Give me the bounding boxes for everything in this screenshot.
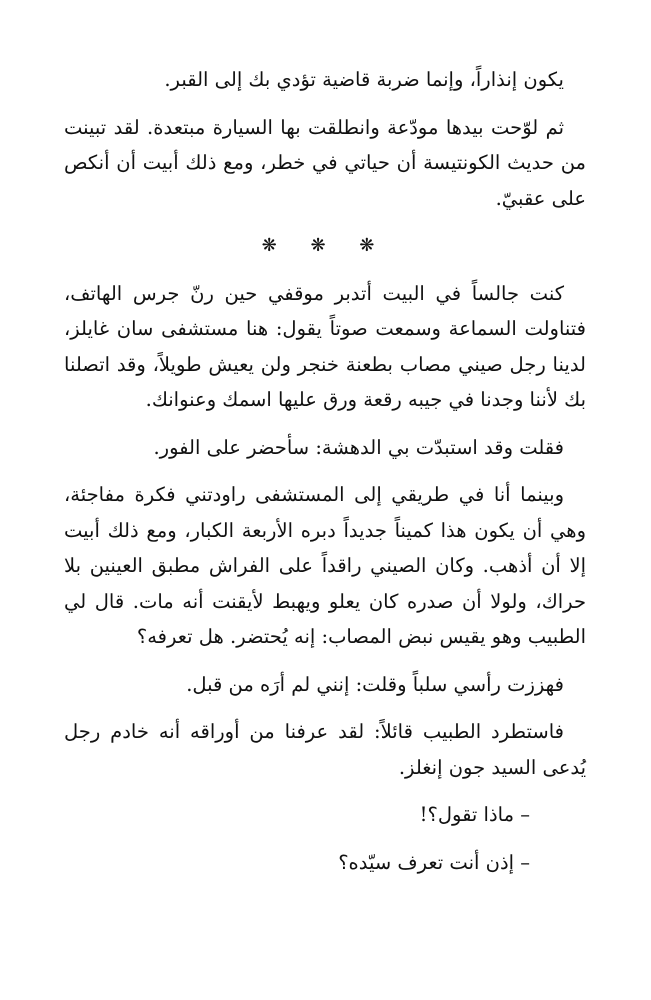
book-page bbox=[64, 62, 586, 892]
paragraph: كنت جالساً في البيت أتدبر موقفي حين رنّ جرس الهاتف، فتناولت السماعة وسمعت صوتاً يقول: هنا مستشفى سان غايلز، لدينا رجل صيني مصاب بطعنة خنجر ولن يعيش طويلاً، وقد اتصلنا بك لأننا وجدنا في جيبه رقعة ورق عليها اسمك وعنوانك. bbox=[64, 281, 586, 411]
dialogue-line: – إذن أنت تعرف سيّده؟ bbox=[338, 850, 530, 874]
paragraph: ثم لوّحت بيدها مودّعة وانطلقت بها السيارة مبتعدة. لقد تبينت من حديث الكونتيسة أن حياتي في خطر، ومع ذلك أبيت أن أنكص على عقبيّ. bbox=[64, 115, 586, 210]
section-separator: ❋ ❋ ❋ bbox=[261, 235, 389, 256]
dialogue-line: – ماذا تقول؟! bbox=[419, 803, 530, 826]
paragraph: فقلت وقد استبدّت بي الدهشة: سأحضر على الفور. bbox=[153, 435, 564, 459]
paragraph: فهززت رأسي سلباً وقلت: إنني لم أرَه من قبل. bbox=[186, 672, 564, 696]
paragraph: فاستطرد الطبيب قائلاً: لقد عرفنا من أوراقه أنه خادم رجل يُدعى السيد جون إنغلز. bbox=[64, 720, 586, 779]
paragraph: وبينما أنا في طريقي إلى المستشفى راودتني فكرة مفاجئة، وهي أن يكون هذا كميناً جديداً دبره الأربعة الكبار، ومع ذلك أبيت إلا أن أذهب. وكان الصيني راقداً على الفراش مطبق العينين بلا حراك، ولولا أن صدره كان يعلو ويهبط لأيقنت أنه مات. قال لي الطبيب وهو يقيس نبض المصاب: إنه يُحتضر. هل تعرفه؟ bbox=[64, 483, 586, 648]
paragraph: يكون إنذاراً، وإنما ضربة قاضية تؤدي بك إلى القبر. bbox=[164, 68, 564, 91]
